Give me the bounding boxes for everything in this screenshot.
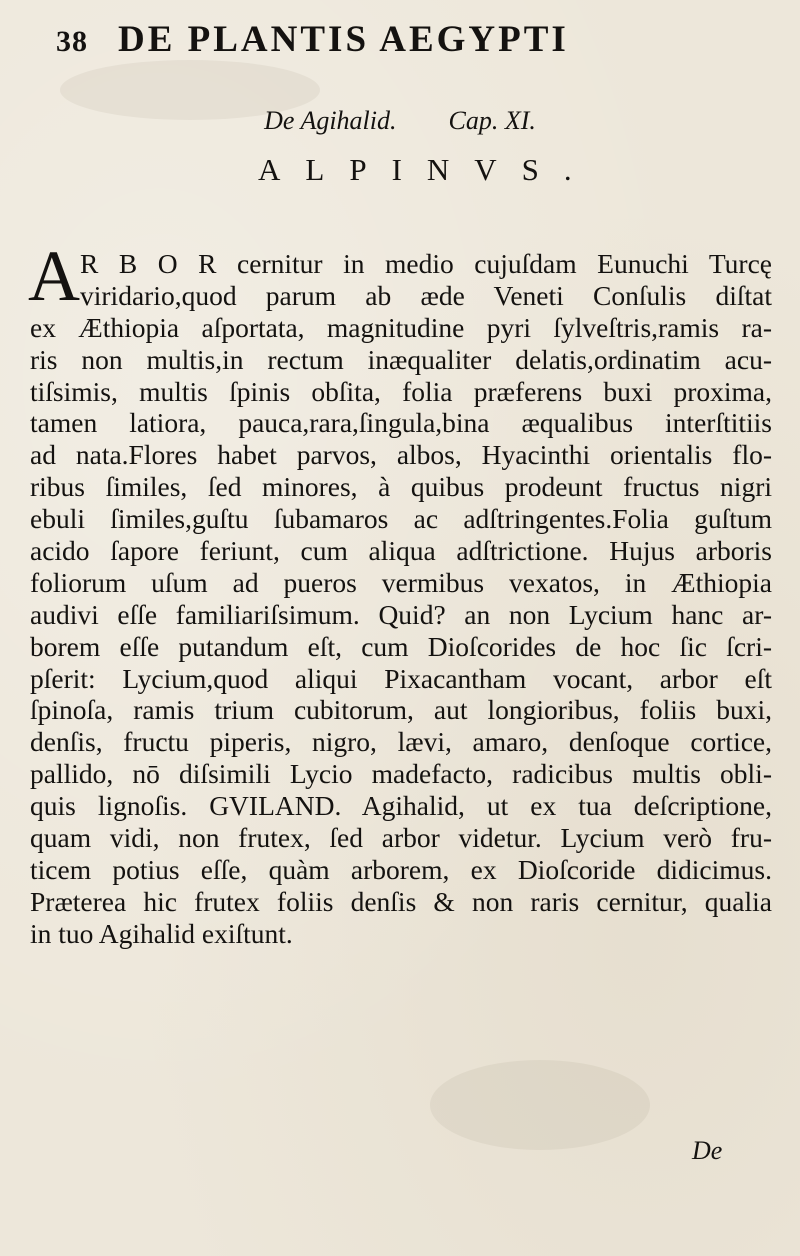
- text-line: viridario,quod parum ab æde Veneti Conſulis diſtat: [80, 279, 772, 311]
- text-line: in tuo Agihalid exiſtunt.: [30, 917, 293, 949]
- chapter-number: Cap. XI.: [448, 106, 536, 135]
- text-line: ſpinoſa, ramis trium cubitorum, aut longioribus, foliis buxi,: [30, 694, 772, 726]
- text-line: quis lignoſis. GVILAND. Agihalid, ut ex tua deſcriptione,: [30, 790, 772, 822]
- text-line: pallido, nō diſsimili Lycio madefacto, radicibus multis obli-: [30, 758, 772, 790]
- text-line: Præterea hic frutex foliis denſis & non raris cernitur, qualia: [30, 885, 772, 917]
- text-line: R B O R cernitur in medio cujuſdam Eunuchi Turcę: [80, 248, 772, 279]
- text-line: ribus ſimiles, ſed minores, à quibus prodeunt fructus nigri: [30, 471, 772, 503]
- text-line: ex Æthiopia aſportata, magnitudine pyri ſylveſtris,ramis ra-: [30, 311, 772, 343]
- text-line: borem eſſe putandum eſt, cum Dioſcorides de hoc ſic ſcri-: [30, 630, 772, 662]
- chapter-heading: [0, 106, 800, 136]
- text-line: ticem potius eſſe, quàm arborem, ex Dioſcoride didicimus.: [30, 853, 772, 885]
- text-line: audivi eſſe familiariſsimum. Quid? an non Lycium hanc ar-: [30, 598, 772, 630]
- text-line: ris non multis,in rectum inæqualiter delatis,ordinatim acu-: [30, 343, 772, 375]
- text-line: acido ſapore feriunt, cum aliqua adſtrictione. Hujus arboris: [30, 535, 772, 567]
- drop-cap: A: [28, 236, 80, 316]
- chapter-subject: De Agihalid.: [264, 106, 397, 135]
- text-line: foliorum uſum ad pueros vermibus vexatos, in Æthiopia: [30, 566, 772, 598]
- text-line: denſis, fructu piperis, nigro, lævi, amaro, denſoque cortice,: [30, 726, 772, 758]
- text-line: tiſsimis, multis ſpinis obſita, folia præferens buxi proxima,: [30, 375, 772, 407]
- catchword: De: [692, 1136, 723, 1165]
- running-head: [56, 18, 756, 58]
- text-line: tamen latiora, pauca,rara,ſingula,bina æqualibus interſtitiis: [30, 407, 772, 439]
- text-line: ebuli ſimiles,guſtu ſubamaros ac adſtringentes.Folia guſtum: [30, 503, 772, 535]
- author-heading: ALPINVS.: [258, 152, 597, 187]
- text-line: quam vidi, non frutex, ſed arbor videtur. Lycium verò fru-: [30, 822, 772, 854]
- page-number: 38: [56, 25, 88, 58]
- page-stain: [430, 1060, 650, 1150]
- running-title: DE PLANTIS AEGYPTI: [118, 19, 569, 60]
- text-line: ad nata.Flores habet parvos, albos, Hyacinthi orientalis flo-: [30, 439, 772, 471]
- body-text: [28, 236, 772, 950]
- text-line: pſerit: Lycium,quod aliqui Pixacantham vocant, arbor eſt: [30, 662, 772, 694]
